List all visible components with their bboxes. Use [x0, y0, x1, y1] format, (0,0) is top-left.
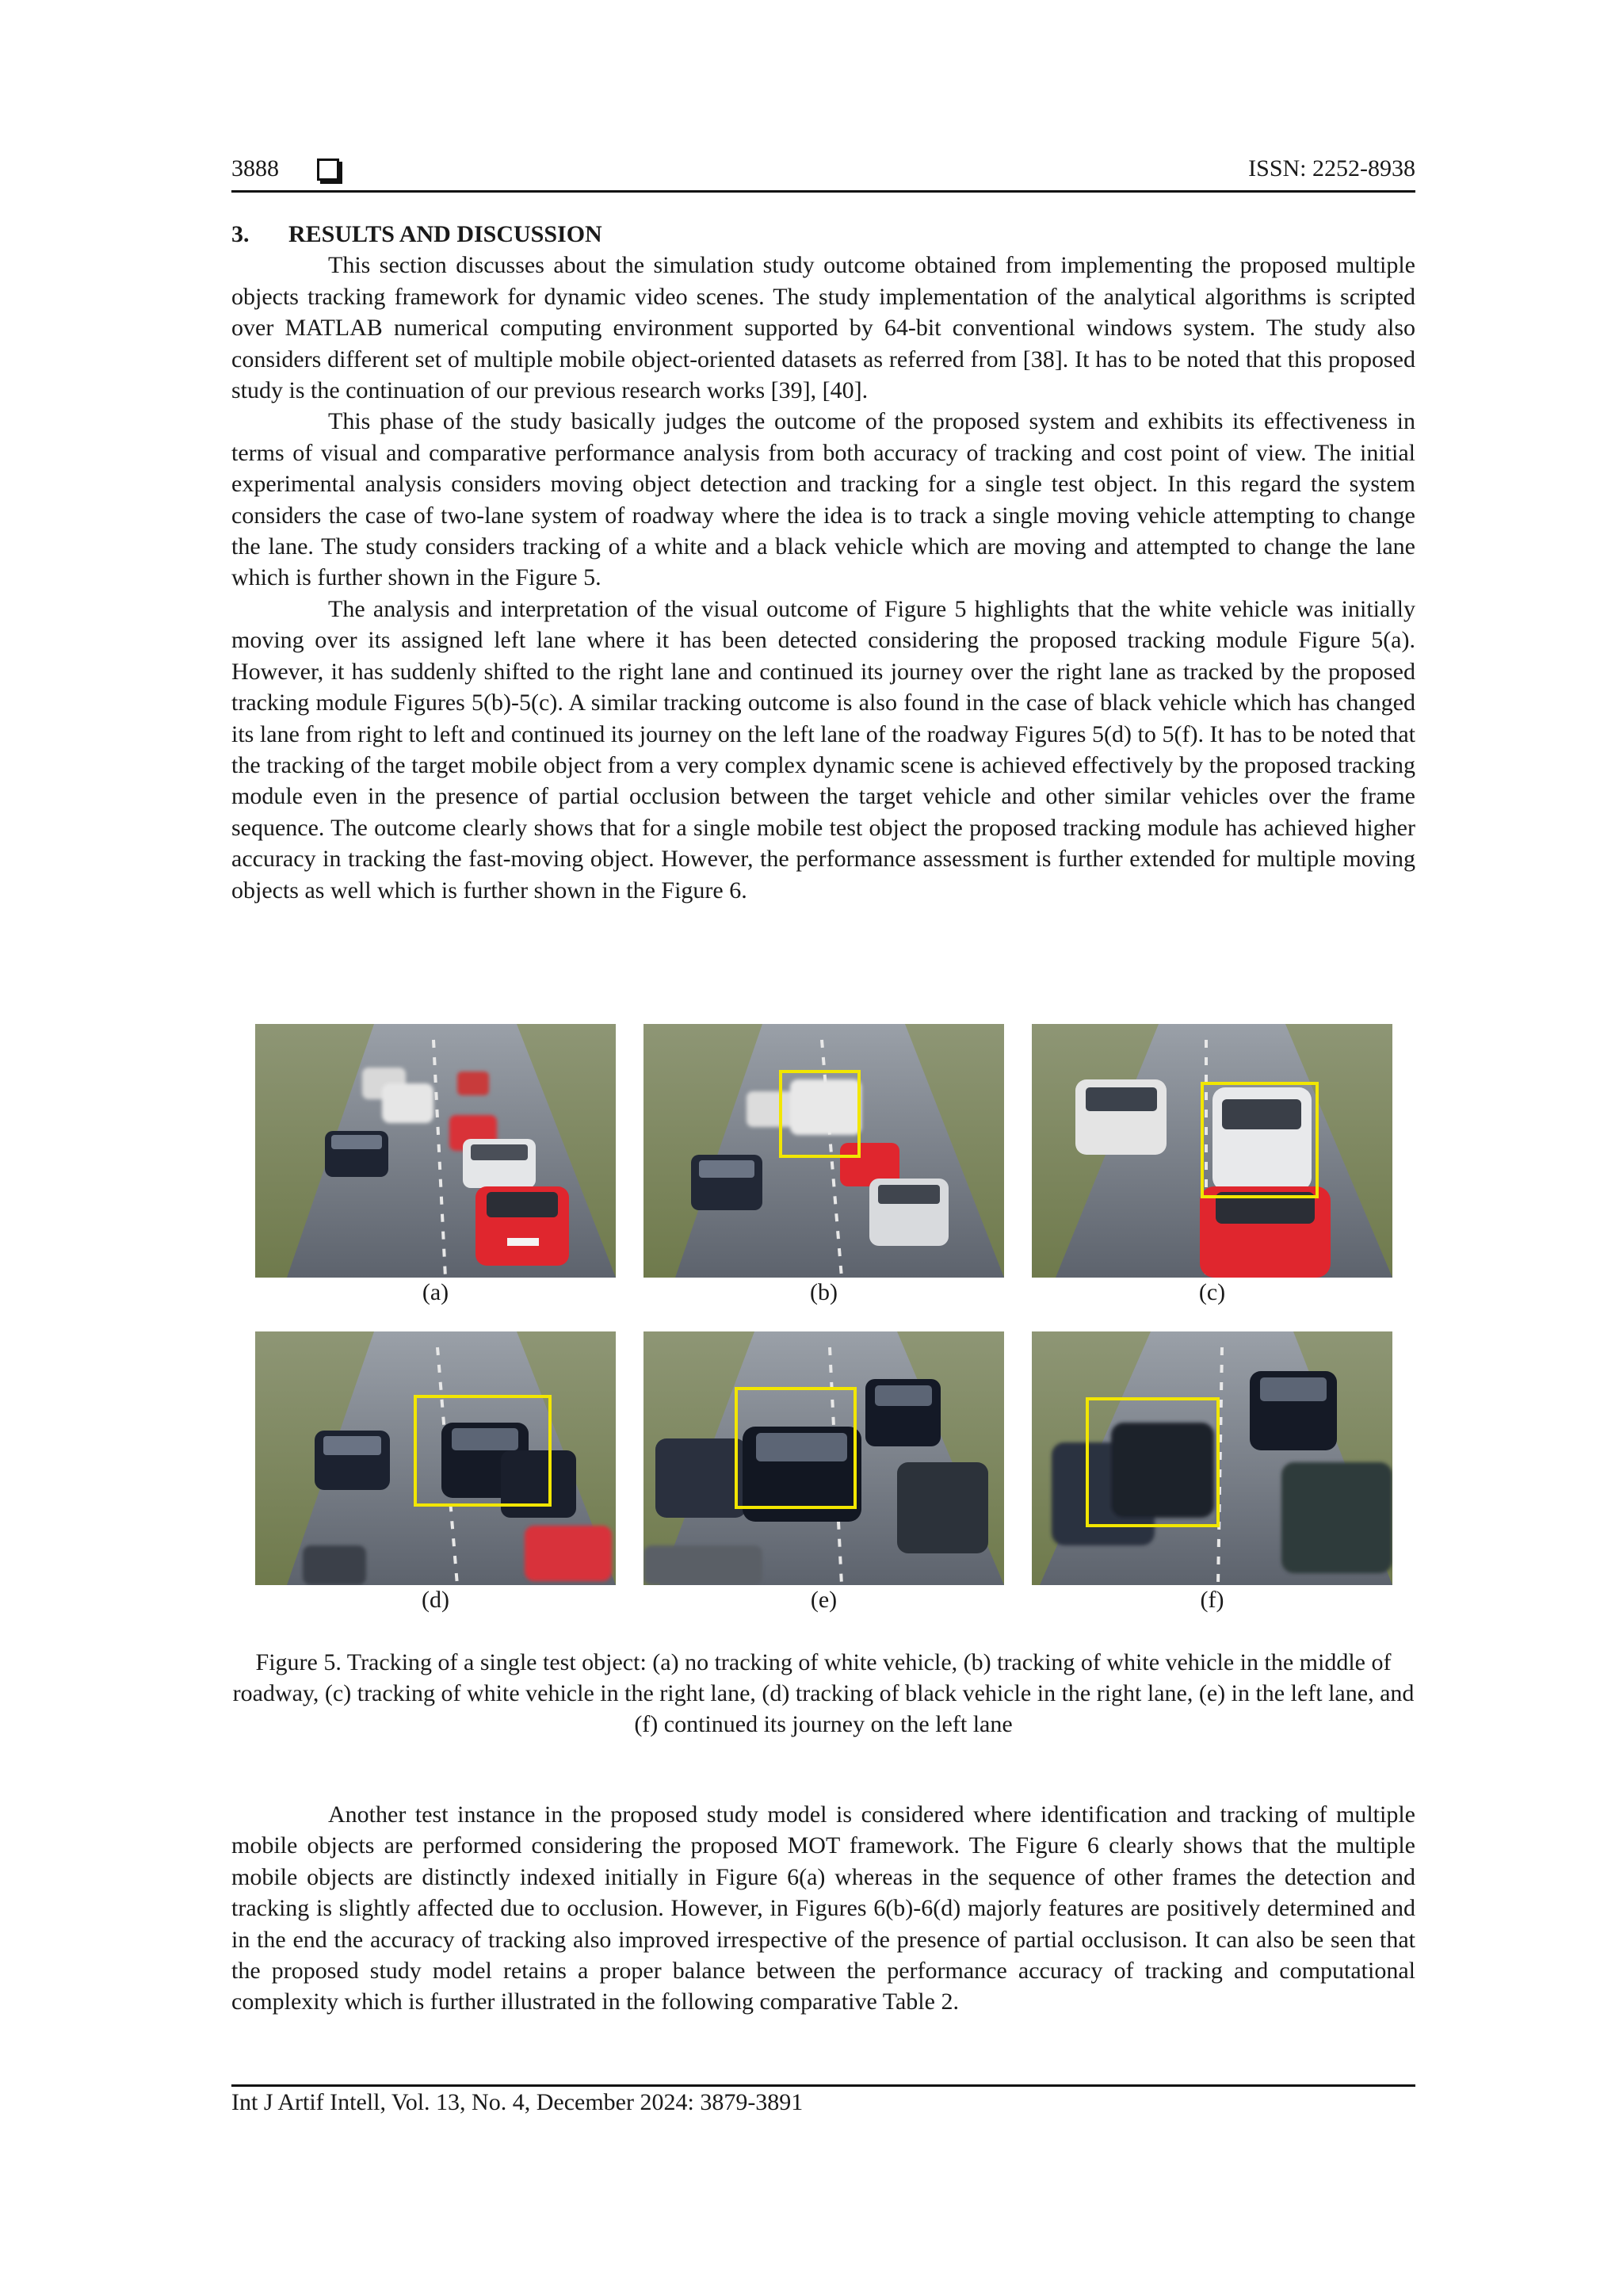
- panel-e-photo: [643, 1331, 1004, 1585]
- panel-a-photo: [255, 1024, 616, 1278]
- panel-d-label: (d): [422, 1587, 449, 1613]
- page-number: 3888: [231, 155, 279, 181]
- panel-e-label: (e): [810, 1587, 838, 1613]
- panel-c-photo: [1032, 1024, 1392, 1278]
- header-rule: [231, 190, 1415, 193]
- section-number: 3.: [231, 221, 250, 247]
- body-text: [231, 219, 1415, 906]
- figure-caption: Figure 5. Tracking of a single test object: (a) no tracking of white vehicle, (b) tracking of white vehicle in the middle of roadway, (c) tracking of white vehicle in the right lane, (d) tracking of black vehicle in the right lane, (e) in the left lane, and (f) continued its journey on the left lane: [232, 1649, 1415, 1737]
- panel-f-photo: [1032, 1331, 1392, 1585]
- page-header: [231, 155, 1415, 192]
- panel-f-label: (f): [1200, 1587, 1224, 1613]
- paragraph-3: The analysis and interpretation of the visual outcome of Figure 5 highlights that the white vehicle was initially moving over its assigned left lane where it has been detected considering the proposed tracking module Figure 5(a). However, it has suddenly shifted to the right lane and continued its journey over the right lane as tracked by the proposed tracking module Figures 5(b)-5(c). A similar tracking outcome is also found in the case of black vehicle which has changed its lane from right to left and continued its journey on the left lane of the roadway Figures 5(d) to 5(f). It has to be noted that the tracking of the target mobile object from a very complex dynamic scene is achieved effectively by the proposed tracking module even in the presence of partial occlusion between the target vehicle and other similar vehicles over the frame sequence. The outcome clearly shows that for a single mobile test object the proposed tracking module has achieved higher accuracy in tracking the fast-moving object. However, the performance assessment is further extended for multiple moving objects as well which is further shown in the Figure 6.: [231, 595, 1415, 904]
- section-heading: [231, 219, 1415, 250]
- paragraph-1: This section discusses about the simulation study outcome obtained from implementing the proposed multiple objects tracking framework for dynamic video scenes. The study implementation of the analytical algorithms is scripted over MATLAB numerical computing environment supported by 64-bit conventional windows system. The study also considers different set of multiple mobile object-oriented datasets as referred from [38]. It has to be noted that this proposed study is the continuation of our previous research works [39], [40].: [231, 252, 1415, 404]
- footer-citation: Int J Artif Intell, Vol. 13, No. 4, December 2024: 3879-3891: [231, 2089, 804, 2115]
- issn-label: ISSN: 2252-8938: [1248, 155, 1415, 181]
- paragraph-4: Another test instance in the proposed study model is considered where identification and tracking of multiple mobile objects are performed considering the proposed MOT framework. The Figure 6 clearly shows that the multiple mobile objects are distinctly indexed initially in Figure 6(a) whereas in the sequence of other frames the detection and tracking is slightly affected due to occlusion. However, in Figures 6(b)-6(d) majorly features are positively determined and in the end the accuracy of tracking also improved irrespective of the presence of partial occlusison. It can also be seen that the proposed study model retains a proper balance between the performance accuracy of tracking and computational complexity which is further illustrated in the following comparative Table 2.: [231, 1801, 1415, 2015]
- body-text-after: [231, 1799, 1415, 2018]
- paragraph-2: This phase of the study basically judges the outcome of the proposed system and exhibits its effectiveness in terms of visual and comparative performance analysis from both accuracy of tracking and cost point of view. The initial experimental analysis considers moving object detection and tracking for a single test object. In this regard the system considers the case of two-lane system of roadway where the idea is to track a single moving vehicle attempting to change the lane. The study considers tracking of a white and a black vehicle which are moving and attempted to change the lane which is further shown in the Figure 5.: [231, 408, 1415, 591]
- checkbox-square-icon: [317, 159, 339, 181]
- panel-a-label: (a): [422, 1279, 449, 1305]
- panel-d-photo: [255, 1331, 616, 1585]
- section-title: RESULTS AND DISCUSSION: [288, 221, 602, 247]
- footer-rule: [231, 2084, 1415, 2087]
- panel-b-label: (b): [810, 1279, 838, 1305]
- panel-b-photo: [643, 1024, 1004, 1278]
- panel-c-label: (c): [1198, 1279, 1226, 1305]
